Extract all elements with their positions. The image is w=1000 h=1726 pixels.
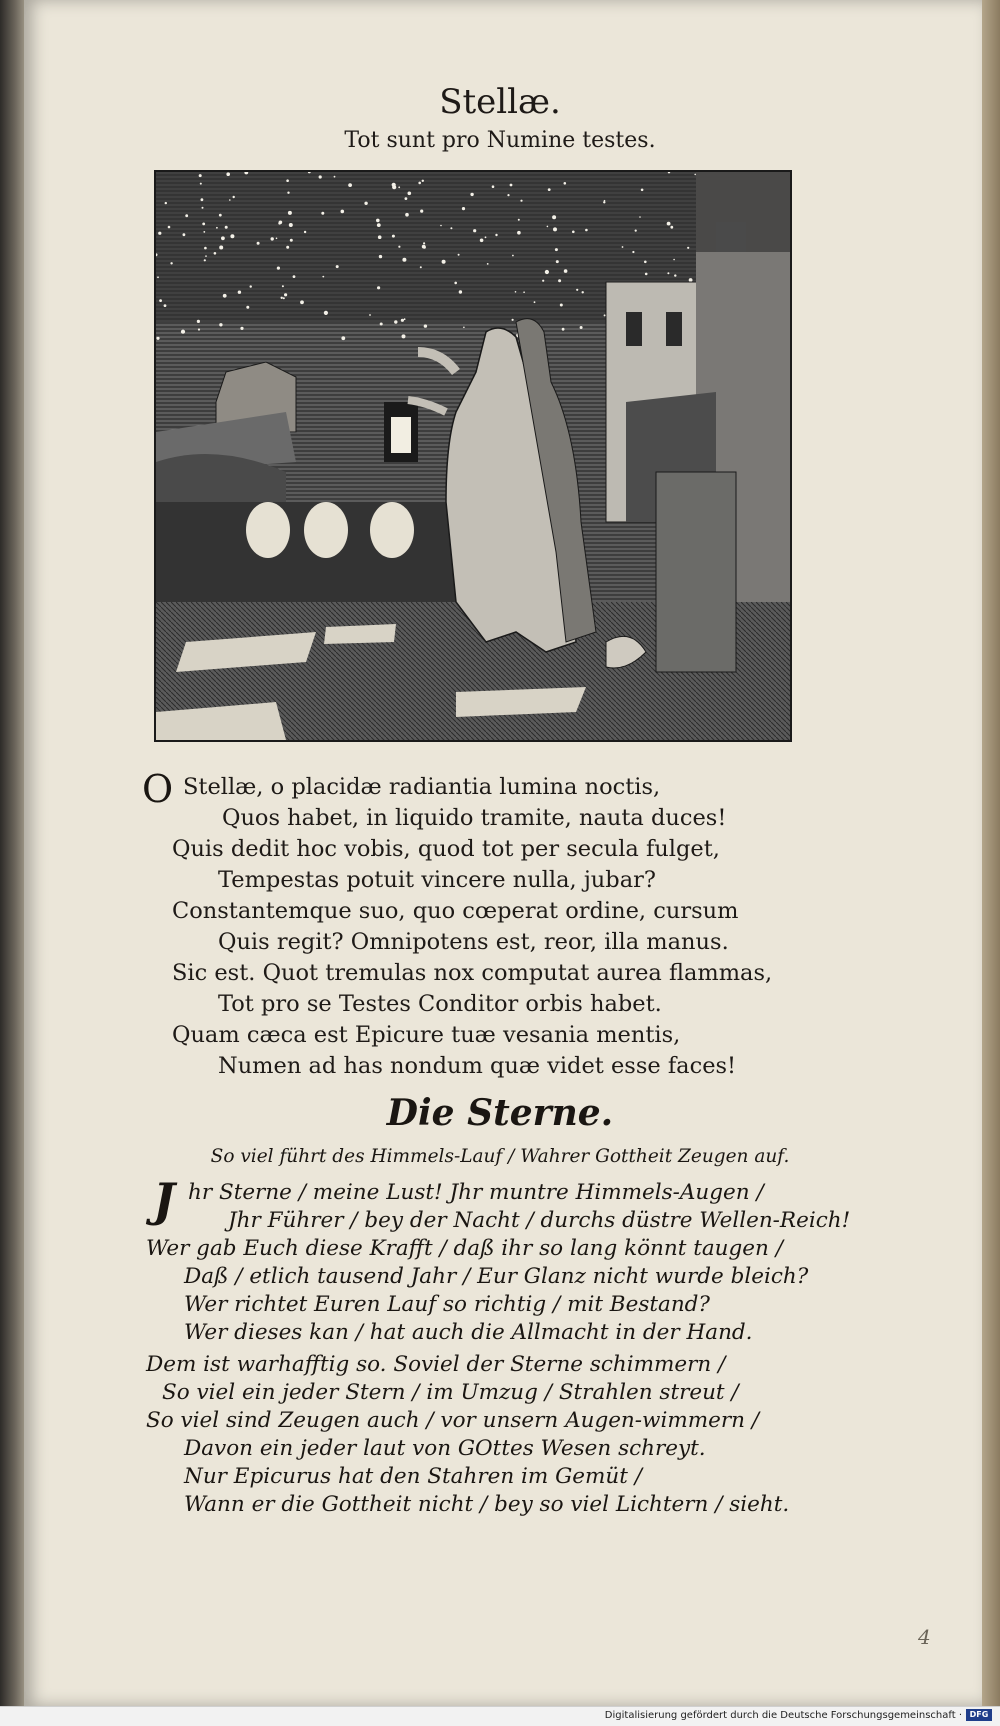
german-line: Dem ist warhafftig so. Soviel der Sterne schimmern / bbox=[146, 1352, 726, 1377]
funding-credit: Digitalisierung gefördert durch die Deutsche Forschungsgemeinschaft · bbox=[604, 1710, 962, 1721]
german-line: Davon ein jeder laut von GOttes Wesen schreyt. bbox=[184, 1436, 706, 1461]
german-line: hr Sterne / meine Lust! Jhr muntre Himmels-Augen / bbox=[188, 1180, 764, 1205]
latin-line: Stellæ, o placidæ radiantia lumina noctis, bbox=[183, 774, 661, 800]
page-fore-edge bbox=[982, 0, 1000, 1706]
german-line: Jhr Führer / bey der Nacht / durchs düstre Wellen-Reich! bbox=[228, 1208, 851, 1233]
latin-drop-cap: O bbox=[142, 767, 174, 811]
german-line: Wer richtet Euren Lauf so richtig / mit Bestand? bbox=[184, 1292, 710, 1317]
engraving-stargazers-icon bbox=[156, 172, 790, 740]
latin-line: Quam cæca est Epicure tuæ vesania mentis, bbox=[172, 1022, 681, 1048]
german-drop-cap: J bbox=[153, 1173, 175, 1227]
dfg-logo-icon: DFG bbox=[966, 1709, 992, 1721]
engraving-illustration bbox=[154, 170, 792, 742]
german-line: Wann er die Gottheit nicht / bey so viel Lichtern / sieht. bbox=[184, 1492, 790, 1517]
latin-line: Quis dedit hoc vobis, quod tot per secula fulget, bbox=[172, 836, 720, 862]
german-line: Nur Epicurus hat den Stahren im Gemüt / bbox=[184, 1464, 642, 1489]
latin-line: Sic est. Quot tremulas nox computat aurea flammas, bbox=[172, 960, 773, 986]
german-line: Daß / etlich tausend Jahr / Eur Glanz nicht wurde bleich? bbox=[184, 1264, 809, 1289]
latin-line: Tot pro se Testes Conditor orbis habet. bbox=[218, 991, 662, 1017]
page-motto: Tot sunt pro Numine testes. bbox=[344, 128, 656, 153]
latin-line: Quos habet, in liquido tramite, nauta duces! bbox=[222, 805, 727, 831]
german-line: So viel sind Zeugen auch / vor unsern Augen-wimmern / bbox=[146, 1408, 760, 1433]
latin-line: Numen ad has nondum quæ videt esse faces! bbox=[218, 1053, 737, 1079]
latin-line: Tempestas potuit vincere nulla, jubar? bbox=[218, 867, 656, 893]
german-title: Die Sterne. bbox=[386, 1092, 614, 1134]
page-number: 4 bbox=[918, 1625, 931, 1649]
german-line: So viel ein jeder Stern / im Umzug / Strahlen streut / bbox=[162, 1380, 739, 1405]
page-title: Stellæ. bbox=[439, 82, 561, 122]
german-motto: So viel führt des Himmels-Lauf / Wahrer Gottheit Zeugen auf. bbox=[210, 1146, 790, 1167]
german-line: Wer gab Euch diese Krafft / daß ihr so lang könnt taugen / bbox=[146, 1236, 783, 1261]
latin-line: Quis regit? Omnipotens est, reor, illa manus. bbox=[218, 929, 729, 955]
german-line: Wer dieses kan / hat auch die Allmacht in der Hand. bbox=[184, 1320, 753, 1345]
latin-line: Constantemque suo, quo cœperat ordine, cursum bbox=[172, 898, 739, 924]
